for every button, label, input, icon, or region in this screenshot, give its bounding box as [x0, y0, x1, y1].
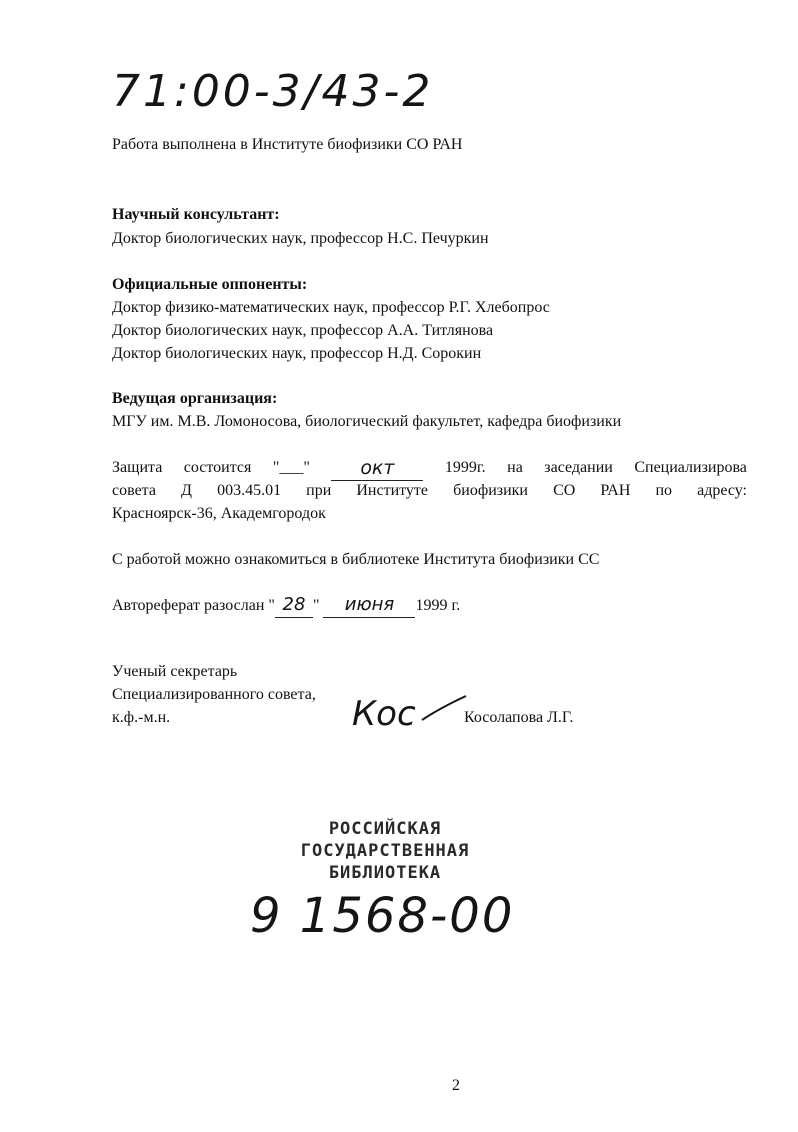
secretary-line-3: к.ф.-м.н.	[112, 709, 171, 726]
mailing-prefix: Автореферат разослан	[112, 597, 265, 614]
mailing-day-handwritten: 28	[275, 593, 313, 618]
lead-org-heading: Ведущая организация:	[112, 390, 278, 407]
signature-stroke	[420, 690, 470, 730]
defense-word: 003.45.01	[217, 482, 282, 499]
stamp-inventory-number: 9 1568-00	[250, 888, 515, 944]
defense-word: на	[507, 459, 523, 476]
mailing-year: 1999 г.	[415, 597, 461, 614]
lead-org-line: МГУ им. М.В. Ломоносова, биологический факультет, кафедра биофизики	[112, 413, 622, 430]
secretary-name: Косолапова Л.Г.	[464, 709, 574, 726]
secretary-line-2: Специализированного совета,	[112, 686, 316, 703]
opponents-heading: Официальные оппоненты:	[112, 276, 308, 293]
opponent-line: Доктор биологических наук, профессор А.А. Титлянова	[112, 322, 494, 339]
defense-word: биофизики	[453, 482, 528, 499]
defense-word: Институте	[356, 482, 429, 499]
defense-line-3: Красноярск-36, Академгородок	[112, 505, 326, 522]
defense-word: Защита	[112, 459, 163, 476]
defense-word: заседании	[544, 459, 613, 476]
defense-line-2	[112, 479, 747, 503]
page-number: 2	[452, 1077, 460, 1094]
defense-word: "___"	[272, 459, 310, 476]
library-note: С работой можно ознакомиться в библиотеке Института биофизики СС	[112, 551, 600, 568]
secretary-signature: Кос	[352, 694, 416, 734]
defense-word: 1999г.	[444, 459, 486, 476]
consultant-line: Доктор биологических наук, профессор Н.С. Печуркин	[112, 230, 489, 247]
stamp-line-2: ГОСУДАРСТВЕННАЯ	[300, 841, 470, 861]
defense-word: состоится	[183, 459, 252, 476]
defense-month-handwritten: окт	[331, 456, 423, 481]
defense-word: Специализирова	[634, 459, 747, 476]
consultant-heading: Научный консультант:	[112, 206, 280, 223]
defense-word: совета	[112, 482, 156, 499]
opponent-line: Доктор физико-математических наук, профессор Р.Г. Хлебопрос	[112, 299, 550, 316]
defense-word: при	[306, 482, 332, 499]
defense-word: РАН	[600, 482, 631, 499]
opponent-line: Доктор биологических наук, профессор Н.Д. Сорокин	[112, 345, 482, 362]
defense-line-1	[112, 456, 747, 481]
defense-word: Д	[181, 482, 192, 499]
stamp-line-1: РОССИЙСКАЯ	[328, 819, 442, 839]
work-done-at: Работа выполнена в Институте биофизики СО РАН	[112, 136, 463, 153]
stamp-line-3: БИБЛИОТЕКА	[328, 863, 442, 883]
archive-code: 71:00-3/43-2	[112, 66, 434, 117]
secretary-line-1: Ученый секретарь	[112, 663, 238, 680]
mailing-line: Автореферат разослан " 28 " июня 1999 г.	[112, 593, 460, 618]
mailing-month-handwritten: июня	[323, 593, 415, 618]
defense-word: СО	[553, 482, 576, 499]
defense-word: по	[655, 482, 673, 499]
defense-word: адресу:	[697, 482, 747, 499]
library-stamp	[280, 818, 490, 884]
